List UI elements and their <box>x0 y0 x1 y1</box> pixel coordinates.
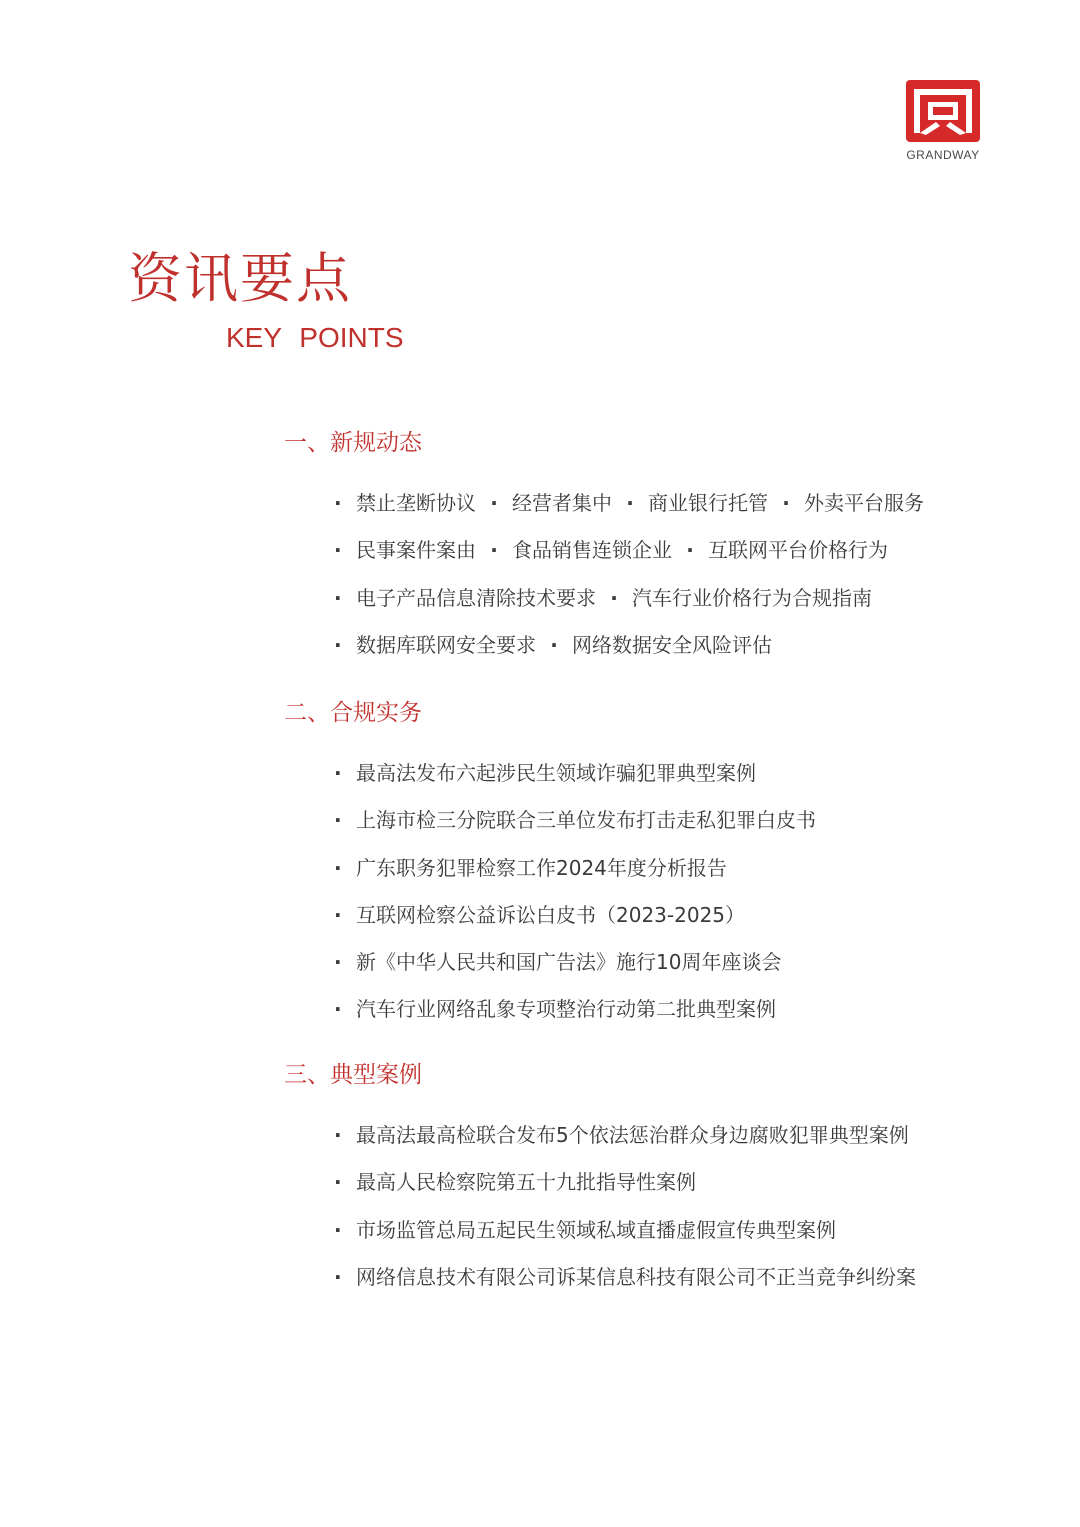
brand-name: GRANDWAY <box>906 148 980 162</box>
list-item <box>284 1207 1004 1254</box>
item-list <box>284 750 1004 1034</box>
list-item <box>284 845 1004 892</box>
item-text: 汽车行业价格行为合规指南 <box>632 585 872 610</box>
bullet: · <box>334 1170 342 1195</box>
bullet: · <box>334 1123 342 1147</box>
bullet-separator: · <box>550 632 558 657</box>
item-text: 民事案件案由 <box>356 538 476 563</box>
section-typical-cases <box>284 1064 1004 1301</box>
list-item <box>284 575 1004 622</box>
list-item <box>284 527 1004 574</box>
list-item <box>284 750 1004 797</box>
list-item <box>284 1159 1004 1206</box>
list-item <box>284 1254 1004 1301</box>
item-text: 数据库联网安全要求 <box>356 632 536 657</box>
item-text: 外卖平台服务 <box>804 491 924 515</box>
item-text: 食品销售连锁企业 <box>512 538 672 563</box>
item-text: 互联网检察公益诉讼白皮书（2023-2025） <box>356 902 746 927</box>
bullet: · <box>334 761 342 785</box>
list-item <box>284 797 1004 844</box>
bullet: · <box>334 538 342 563</box>
bullet: · <box>334 997 342 1022</box>
section-title: 二、合规实务 <box>284 700 422 726</box>
bullet-separator: · <box>490 491 498 515</box>
item-text: 广东职务犯罪检察工作2024年度分析报告 <box>356 855 727 880</box>
item-text: 互联网平台价格行为 <box>708 538 888 563</box>
bullet-separator: · <box>610 585 618 610</box>
bullet: · <box>334 632 342 657</box>
item-text: 商业银行托管 <box>648 491 768 515</box>
item-list <box>284 480 1004 669</box>
list-item <box>284 480 1004 527</box>
item-text: 汽车行业网络乱象专项整治行动第二批典型案例 <box>356 997 776 1022</box>
bullet-separator: · <box>686 538 694 563</box>
item-text: 市场监管总局五起民生领域私域直播虚假宣传典型案例 <box>356 1217 836 1242</box>
item-text: 禁止垄断协议 <box>356 491 476 515</box>
bullet: · <box>334 950 342 975</box>
item-text: 经营者集中 <box>512 491 612 515</box>
page-title: 资讯要点 <box>128 247 352 310</box>
page-subtitle: KEY POINTS <box>226 322 404 353</box>
bullet: · <box>334 855 342 880</box>
item-text: 网络信息技术有限公司诉某信息科技有限公司不正当竞争纠纷案 <box>356 1264 916 1289</box>
grandway-logo-icon <box>906 80 980 142</box>
bullet: · <box>334 1264 342 1289</box>
bullet-separator: · <box>782 491 790 515</box>
bullet: · <box>334 491 342 515</box>
section-new-regulations <box>284 432 1004 669</box>
bullet: · <box>334 585 342 610</box>
bullet-separator: · <box>626 491 634 515</box>
section-compliance-practice <box>284 702 1004 1034</box>
section-title: 一、新规动态 <box>284 430 422 456</box>
item-text: 上海市检三分院联合三单位发布打击走私犯罪白皮书 <box>356 808 816 833</box>
bullet: · <box>334 1217 342 1242</box>
list-item <box>284 892 1004 939</box>
list-item <box>284 622 1004 669</box>
item-text: 电子产品信息清除技术要求 <box>356 585 596 610</box>
item-text: 最高法最高检联合发布5个依法惩治群众身边腐败犯罪典型案例 <box>356 1123 909 1147</box>
list-item <box>284 939 1004 986</box>
section-title: 三、典型案例 <box>284 1062 422 1088</box>
item-text: 最高人民检察院第五十九批指导性案例 <box>356 1170 696 1195</box>
list-item <box>284 1112 1004 1159</box>
bullet: · <box>334 902 342 927</box>
bullet-separator: · <box>490 538 498 563</box>
item-text: 网络数据安全风险评估 <box>572 632 772 657</box>
item-text: 最高法发布六起涉民生领域诈骗犯罪典型案例 <box>356 761 756 785</box>
item-text: 新《中华人民共和国广告法》施行10周年座谈会 <box>356 950 782 975</box>
list-item <box>284 986 1004 1033</box>
brand-logo <box>898 80 988 162</box>
bullet: · <box>334 808 342 833</box>
item-list <box>284 1112 1004 1301</box>
